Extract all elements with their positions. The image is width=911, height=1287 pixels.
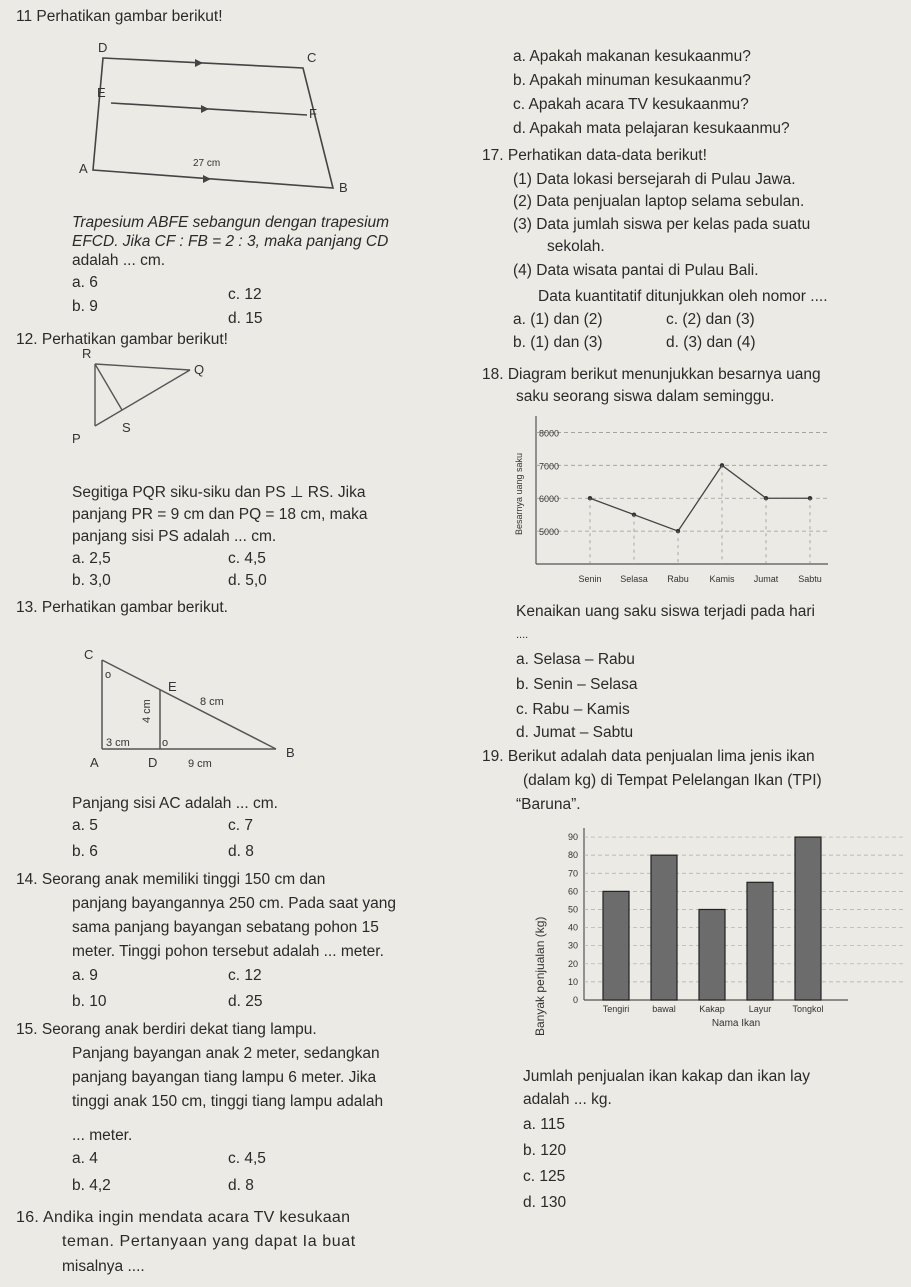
q12-option-a[interactable]: a. 2,5 xyxy=(72,550,111,567)
q12-label-q: Q xyxy=(194,362,205,377)
q14-option-c[interactable]: c. 12 xyxy=(228,967,262,984)
q18-option-a[interactable]: a. Selasa – Rabu xyxy=(516,651,635,668)
q19-line-3: “Baruna”. xyxy=(516,796,581,813)
q12-label-p: P xyxy=(72,431,81,446)
q17-option-c[interactable]: c. (2) dan (3) xyxy=(666,311,755,328)
q15-line-1: 15. Seorang anak berdiri dekat tiang lampu. xyxy=(16,1021,317,1038)
svg-text:o: o xyxy=(162,737,169,749)
q12-text-1: Segitiga PQR siku-siku dan PS ⊥ RS. Jika xyxy=(72,484,366,501)
q11-label-e: E xyxy=(97,85,106,100)
q15-line-4: tinggi anak 150 cm, tinggi tiang lampu adalah xyxy=(72,1093,384,1110)
line-chart-y-tick: 8000 xyxy=(539,428,560,439)
bar-chart-y-tick: 80 xyxy=(567,850,578,861)
q11-stem: 11 Perhatikan gambar berikut! xyxy=(16,8,223,25)
q15-option-c[interactable]: c. 4,5 xyxy=(228,1150,266,1167)
q11-option-d[interactable]: d. 15 xyxy=(228,310,263,327)
bar-chart-x-label: Nama Ikan xyxy=(711,1018,761,1029)
q11-label-c: C xyxy=(307,50,317,65)
q13-option-d[interactable]: d. 8 xyxy=(228,843,254,860)
q17-option-b[interactable]: b. (1) dan (3) xyxy=(513,334,603,351)
q16-option-c[interactable]: c. Apakah acara TV kesukaanmu? xyxy=(513,96,749,113)
bar-chart-y-tick: 90 xyxy=(567,832,578,843)
q19-option-c[interactable]: c. 125 xyxy=(523,1168,566,1185)
q16-option-b[interactable]: b. Apakah minuman kesukaanmu? xyxy=(513,72,751,89)
q19-line-1: 19. Berikut adalah data penjualan lima jenis ikan xyxy=(482,748,815,765)
bar-chart-bar xyxy=(747,882,773,1000)
q15-option-a[interactable]: a. 4 xyxy=(72,1150,98,1167)
q11-label-d: D xyxy=(98,40,108,55)
bar-chart-y-label: Banyak penjualan (kg) xyxy=(533,916,547,1036)
q13-label-b: B xyxy=(286,745,295,760)
line-chart-x-tick: Jumat xyxy=(753,574,779,584)
q13-length-ad: 3 cm xyxy=(106,737,130,749)
q14-option-a[interactable]: a. 9 xyxy=(72,967,98,984)
q19-question-1: Jumlah penjualan ikan kakap dan ikan lay xyxy=(523,1068,810,1085)
q11-text-1: Trapesium ABFE sebangun dengan trapesium xyxy=(72,214,390,231)
line-chart-y-tick: 6000 xyxy=(539,494,560,505)
bar-chart-y-tick: 70 xyxy=(567,868,578,879)
q12-stem: 12. Perhatikan gambar berikut! xyxy=(16,331,228,348)
q15-option-d[interactable]: d. 8 xyxy=(228,1177,254,1194)
q18-question-1: Kenaikan uang saku siswa terjadi pada hari xyxy=(516,603,815,620)
line-chart-x-tick: Rabu xyxy=(667,574,689,584)
q13-option-c[interactable]: c. 7 xyxy=(228,817,253,834)
q17-item-2: (2) Data penjualan laptop selama sebulan. xyxy=(513,193,805,210)
q18-question-2: .... xyxy=(516,629,529,641)
line-chart-x-tick: Selasa xyxy=(620,574,648,584)
q11-trapezoid-figure xyxy=(75,40,375,195)
q11-label-b: B xyxy=(339,180,348,195)
bar-chart-y-tick: 50 xyxy=(567,904,578,915)
bar-chart-bar xyxy=(651,855,677,1000)
q12-option-d[interactable]: d. 5,0 xyxy=(228,572,267,589)
q16-line-2: teman. Pertanyaan yang dapat Ia buat xyxy=(62,1233,356,1250)
line-chart-x-tick: Kamis xyxy=(709,574,735,584)
q11-text-3: adalah ... cm. xyxy=(72,252,166,269)
q18-line-2: saku seorang siswa dalam seminggu. xyxy=(516,388,775,405)
line-chart-y-tick: 7000 xyxy=(539,461,560,472)
bar-chart-y-tick: 60 xyxy=(567,886,578,897)
q13-label-c: C xyxy=(84,647,94,662)
q13-length-ed: 4 cm xyxy=(141,699,153,723)
q19-question-2: adalah ... kg. xyxy=(523,1091,612,1108)
q15-option-b[interactable]: b. 4,2 xyxy=(72,1177,111,1194)
q17-option-a[interactable]: a. (1) dan (2) xyxy=(513,311,603,328)
q17-question: Data kuantitatif ditunjukkan oleh nomor .... xyxy=(538,288,828,305)
q12-triangle-figure xyxy=(72,344,230,446)
q17-stem: 17. Perhatikan data-data berikut! xyxy=(482,147,707,164)
q11-option-b[interactable]: b. 9 xyxy=(72,298,98,315)
q13-label-e: E xyxy=(168,679,177,694)
q16-option-a[interactable]: a. Apakah makanan kesukaanmu? xyxy=(513,48,751,65)
bar-chart-y-tick: 10 xyxy=(567,976,578,987)
q12-text-3: panjang sisi PS adalah ... cm. xyxy=(72,528,277,545)
line-chart-x-tick: Sabtu xyxy=(798,574,822,584)
q13-option-b[interactable]: b. 6 xyxy=(72,843,98,860)
line-chart-x-tick: Senin xyxy=(578,574,602,584)
q18-line-1: 18. Diagram berikut menunjukkan besarnya uang xyxy=(482,366,821,383)
q15-line-3: panjang bayangan tiang lampu 6 meter. Jika xyxy=(72,1069,377,1086)
q19-option-b[interactable]: b. 120 xyxy=(523,1142,567,1159)
q19-option-a[interactable]: a. 115 xyxy=(523,1116,565,1133)
bar-chart-y-tick: 0 xyxy=(572,995,578,1005)
q14-line-3: sama panjang bayangan sebatang pohon 15 xyxy=(72,919,379,936)
q14-option-d[interactable]: d. 25 xyxy=(228,993,263,1010)
bar-chart-x-tick: Tongkol xyxy=(792,1004,824,1014)
q17-item-1: (1) Data lokasi bersejarah di Pulau Jawa. xyxy=(513,171,796,188)
bar-chart-y-tick: 30 xyxy=(567,940,578,951)
q11-label-ab: 27 cm xyxy=(193,158,221,169)
q12-option-c[interactable]: c. 4,5 xyxy=(228,550,266,567)
q11-option-c[interactable]: c. 12 xyxy=(228,286,262,303)
line-chart-y-tick: 5000 xyxy=(539,527,560,538)
q13-label-d: D xyxy=(148,755,158,770)
q19-line-2: (dalam kg) di Tempat Pelelangan Ikan (TPI) xyxy=(523,772,822,789)
line-chart-y-label: Besarnya uang saku xyxy=(514,452,524,535)
q13-label-a: A xyxy=(90,755,99,770)
q13-text-1: Panjang sisi AC adalah ... cm. xyxy=(72,795,278,812)
q18-option-b[interactable]: b. Senin – Selasa xyxy=(516,676,638,693)
q12-label-r: R xyxy=(82,346,92,361)
q18-option-d[interactable]: d. Jumat – Sabtu xyxy=(516,724,634,741)
q11-option-a[interactable]: a. 6 xyxy=(72,274,98,291)
bar-chart-x-tick: Kakap xyxy=(699,1004,725,1014)
q19-option-d[interactable]: d. 130 xyxy=(523,1194,567,1211)
penjualan-ikan-bar-chart xyxy=(508,818,908,1048)
q11-text-2: EFCD. Jika CF : FB = 2 : 3, maka panjang CD xyxy=(72,233,389,250)
q17-option-d[interactable]: d. (3) dan (4) xyxy=(666,334,756,351)
q13-triangle-figure xyxy=(80,645,310,775)
q16-line-1: 16. Andika ingin mendata acara TV kesukaan xyxy=(16,1209,351,1226)
bar-chart-bar xyxy=(603,891,629,1000)
q13-option-a[interactable]: a. 5 xyxy=(72,817,98,834)
svg-text:o: o xyxy=(105,669,112,681)
q16-line-3: misalnya .... xyxy=(62,1258,145,1275)
q16-option-d[interactable]: d. Apakah mata pelajaran kesukaanmu? xyxy=(513,120,790,137)
q17-item-4: (4) Data wisata pantai di Pulau Bali. xyxy=(513,262,759,279)
bar-chart-y-tick: 40 xyxy=(567,922,578,933)
q11-label-f: F xyxy=(309,106,317,121)
q11-label-a: A xyxy=(79,161,88,176)
q13-length-db: 9 cm xyxy=(188,758,212,770)
q14-line-1: 14. Seorang anak memiliki tinggi 150 cm dan xyxy=(16,871,326,888)
bar-chart-x-tick: bawal xyxy=(652,1004,676,1014)
bar-chart-x-tick: Layur xyxy=(748,1004,772,1014)
q12-label-s: S xyxy=(122,420,131,435)
q17-item-3b: sekolah. xyxy=(547,238,605,255)
q15-line-2: Panjang bayangan anak 2 meter, sedangkan xyxy=(72,1045,380,1062)
q14-line-4: meter. Tinggi pohon tersebut adalah ... meter. xyxy=(72,943,384,960)
q12-option-b[interactable]: b. 3,0 xyxy=(72,572,111,589)
q14-option-b[interactable]: b. 10 xyxy=(72,993,107,1010)
bar-chart-bar xyxy=(699,909,725,1000)
bar-chart-y-tick: 20 xyxy=(567,958,578,969)
bar-chart-x-tick: Tengiri xyxy=(602,1004,630,1014)
q15-line-5: ... meter. xyxy=(72,1127,133,1144)
q14-line-2: panjang bayangannya 250 cm. Pada saat yang xyxy=(72,895,397,912)
q17-item-3a: (3) Data jumlah siswa per kelas pada suatu xyxy=(513,216,811,233)
uang-saku-line-chart xyxy=(508,406,858,596)
bar-chart-bar xyxy=(795,837,821,1000)
q13-length-ce: 8 cm xyxy=(200,696,224,708)
q13-stem: 13. Perhatikan gambar berikut. xyxy=(16,599,228,616)
q18-option-c[interactable]: c. Rabu – Kamis xyxy=(516,701,630,718)
q12-text-2: panjang PR = 9 cm dan PQ = 18 cm, maka xyxy=(72,506,368,523)
